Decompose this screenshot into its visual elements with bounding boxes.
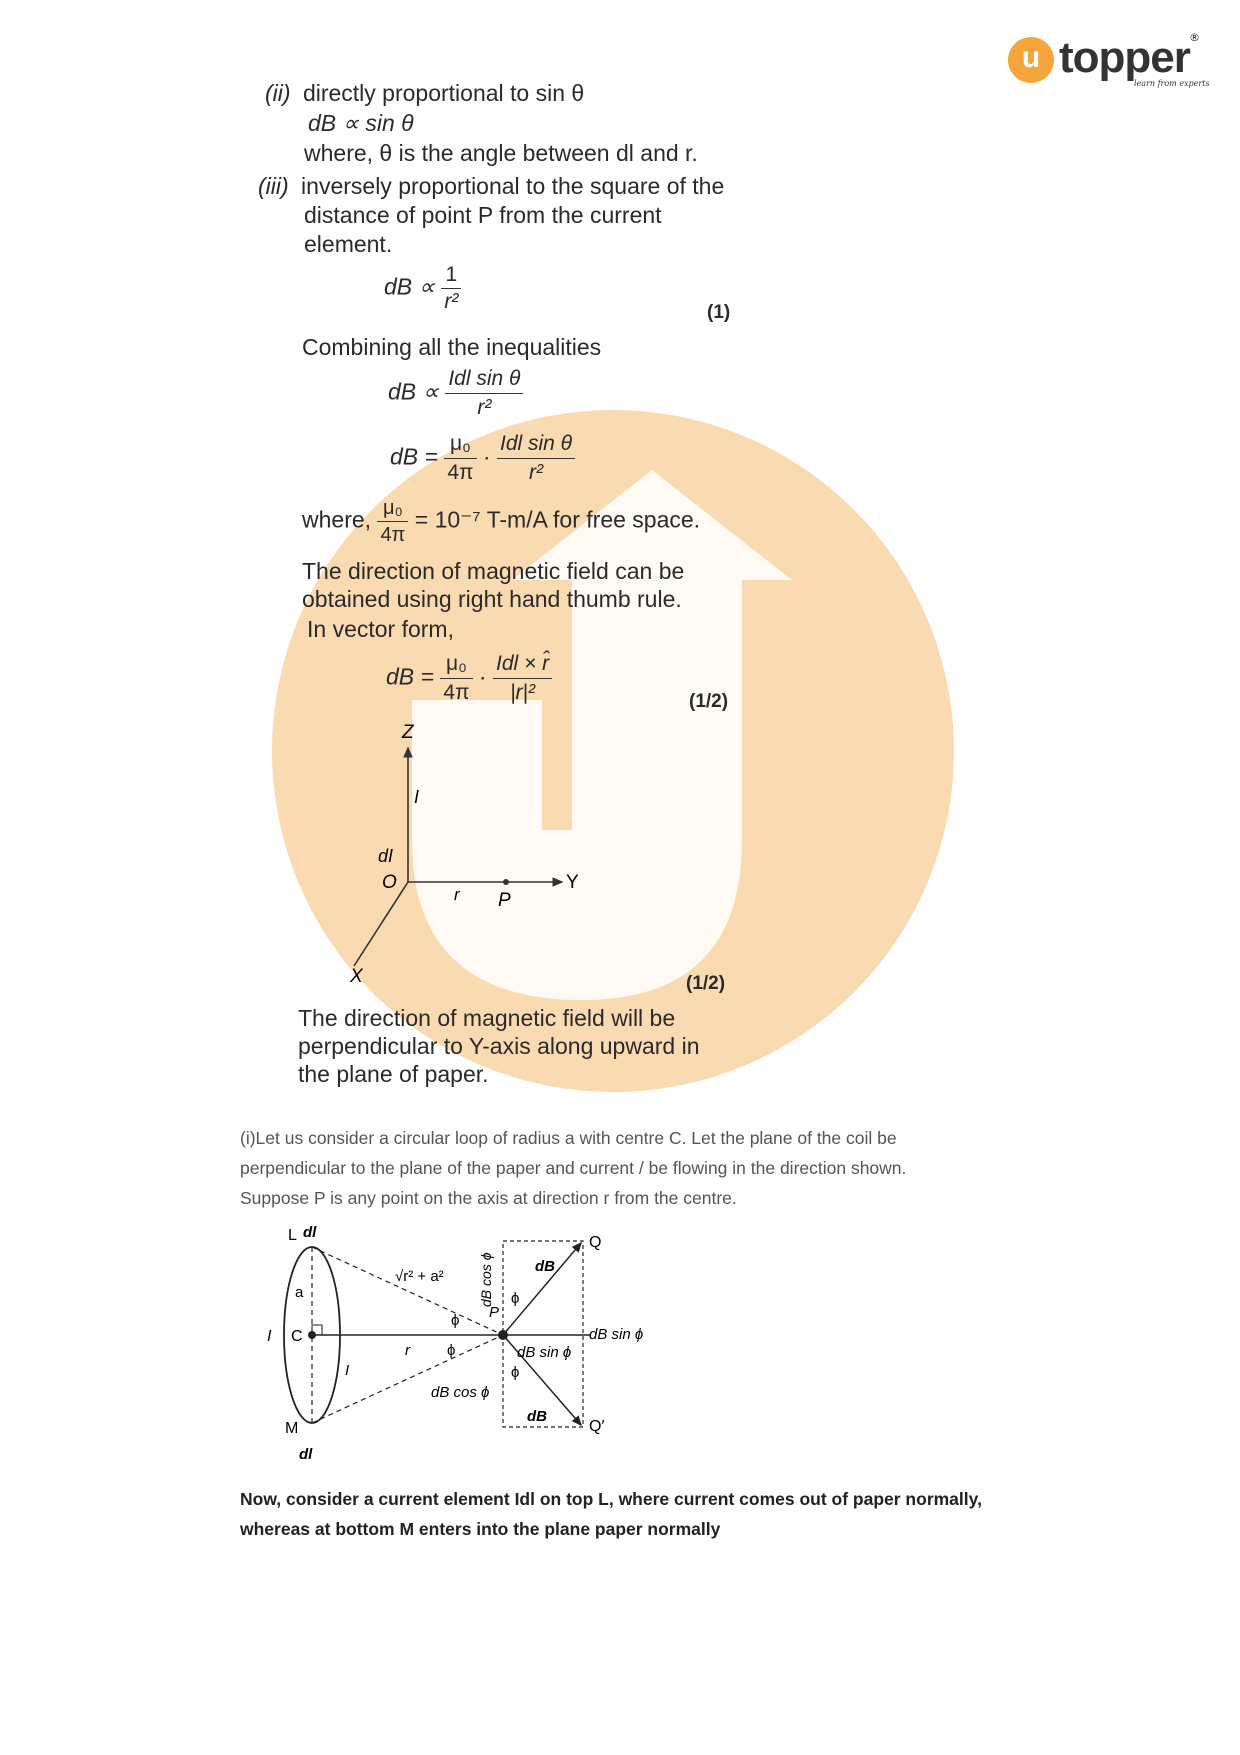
label-sqrt: √r² + a² bbox=[395, 1268, 444, 1285]
where-4pi: 4π bbox=[380, 524, 406, 546]
conclusion-line1: The direction of magnetic field will be bbox=[298, 1005, 676, 1031]
eq3-mu0: μ₀ bbox=[444, 430, 476, 459]
eq1-numerator: 1 bbox=[441, 262, 461, 289]
label-L: L bbox=[288, 1227, 297, 1244]
label-dl-top: dl bbox=[303, 1225, 317, 1241]
logo-badge-letter: u bbox=[1021, 41, 1041, 74]
registered-mark: ® bbox=[1189, 31, 1200, 44]
item-iii bbox=[258, 171, 724, 201]
vector-form-label: In vector form, bbox=[307, 616, 454, 642]
label-a: a bbox=[295, 1284, 304, 1301]
axes-diagram bbox=[330, 720, 600, 990]
label-dBsin-mid: dB sin ϕ bbox=[517, 1344, 572, 1361]
where-value: = 10⁻⁷ T-m/A for free space. bbox=[414, 506, 701, 533]
eq4-4pi: 4π bbox=[443, 681, 470, 704]
label-M: M bbox=[285, 1420, 299, 1437]
point-label-p: P bbox=[498, 890, 511, 911]
current-label-i: I bbox=[414, 787, 420, 807]
eq1-denominator: r² bbox=[444, 290, 459, 313]
logo-badge bbox=[1008, 37, 1054, 83]
eq3-lhs: dB = bbox=[390, 443, 438, 470]
equation-2 bbox=[388, 365, 523, 422]
label-Q: Q bbox=[589, 1234, 602, 1251]
eq4-lhs: dB = bbox=[386, 663, 434, 690]
eq2-numerator: Idl sin θ bbox=[445, 365, 523, 394]
logo-tagline: learn from experts bbox=[1134, 79, 1210, 88]
vector-dB-up bbox=[503, 1243, 581, 1335]
formula-dB-prop-sin: dB ∝ sin θ bbox=[308, 110, 414, 136]
eq3-dot: · bbox=[482, 443, 491, 470]
element-label-dl: dI bbox=[378, 846, 394, 866]
eq3-numerator: Idl sin θ bbox=[497, 430, 575, 459]
logo-text: topper bbox=[1059, 33, 1190, 82]
axis-label-y: Y bbox=[566, 872, 579, 893]
item-iii-line3: element. bbox=[304, 231, 393, 257]
label-dB-bottom: dB bbox=[527, 1408, 547, 1425]
item-iii-line1: inversely proportional to the square of the bbox=[301, 173, 725, 199]
eq4-numerator: Idl × r̂ bbox=[493, 650, 552, 679]
label-dB-top: dB bbox=[535, 1258, 555, 1275]
item-iii-number: (iii) bbox=[258, 173, 289, 199]
eq4-dot: · bbox=[478, 663, 487, 690]
loop-para-line3: Suppose P is any point on the axis at direction r from the centre. bbox=[240, 1188, 737, 1208]
direction-line1: The direction of magnetic field can be bbox=[302, 558, 685, 584]
topper-logo bbox=[1003, 31, 1213, 93]
label-r: r bbox=[405, 1342, 410, 1359]
loop-para-line2: perpendicular to the plane of the paper and current / be flowing in the direction shown. bbox=[240, 1158, 907, 1178]
label-dBcos-low: dB cos ϕ bbox=[431, 1384, 490, 1401]
equation-4 bbox=[386, 650, 552, 707]
equation-3 bbox=[390, 430, 575, 487]
conclusion-line2: perpendicular to Y-axis along upward in bbox=[298, 1033, 700, 1059]
point-p-dot bbox=[498, 1330, 508, 1340]
label-I-mid: I bbox=[345, 1362, 350, 1379]
mark-1: (1) bbox=[707, 302, 731, 323]
item-ii-text: directly proportional to sin θ bbox=[302, 80, 585, 106]
label-dBsin-right: dB sin ϕ bbox=[589, 1326, 644, 1343]
point-p bbox=[503, 879, 509, 885]
label-phi-4: ϕ bbox=[511, 1364, 520, 1381]
label-Q-prime: Q′ bbox=[589, 1418, 605, 1435]
eq4-denominator: |r|² bbox=[510, 681, 535, 704]
label-dBcos-vertical: dB cos ϕ bbox=[478, 1252, 494, 1307]
origin-label-o: O bbox=[382, 872, 397, 893]
combining-text: Combining all the inequalities bbox=[302, 334, 602, 360]
mark-half-2: (1/2) bbox=[686, 973, 726, 994]
equation-1 bbox=[384, 262, 461, 315]
label-I-left: I bbox=[267, 1328, 272, 1345]
axis-label-x: X bbox=[350, 966, 363, 987]
direction-line2: obtained using right hand thumb rule. bbox=[302, 586, 682, 612]
mark-half-1: (1/2) bbox=[689, 691, 729, 712]
final-para-line1: Now, consider a current element Idl on top L, where current comes out of paper normally, bbox=[240, 1489, 982, 1509]
item-ii-number: (ii) bbox=[265, 80, 291, 106]
loop-para-line1: (i)Let us consider a circular loop of radius a with centre C. Let the plane of the coil be bbox=[240, 1128, 897, 1148]
label-dl-bottom: dl bbox=[299, 1446, 313, 1463]
angle-definition: where, θ is the angle between dl and r. bbox=[304, 140, 698, 166]
label-phi-2: ϕ bbox=[447, 1342, 456, 1359]
eq3-4pi: 4π bbox=[447, 461, 474, 484]
item-iii-line2: distance of point P from the current bbox=[304, 202, 662, 228]
line-l-to-p bbox=[312, 1247, 503, 1335]
where-label: where, bbox=[302, 506, 372, 533]
final-para-line2: whereas at bottom M enters into the plane paper normally bbox=[240, 1519, 721, 1539]
circular-loop-diagram bbox=[255, 1225, 675, 1465]
label-phi-3: ϕ bbox=[511, 1290, 520, 1307]
x-axis bbox=[354, 882, 408, 966]
label-C: C bbox=[291, 1328, 303, 1345]
eq2-lhs: dB ∝ bbox=[388, 378, 439, 405]
label-phi-1: ϕ bbox=[451, 1312, 460, 1329]
conclusion-line3: the plane of paper. bbox=[298, 1061, 489, 1087]
eq1-lhs: dB ∝ bbox=[384, 273, 435, 300]
distance-label-r: r bbox=[454, 885, 460, 904]
item-ii bbox=[265, 78, 584, 108]
eq4-mu0: μ₀ bbox=[440, 650, 472, 679]
axis-label-z: Z bbox=[402, 722, 414, 743]
eq2-denominator: r² bbox=[477, 396, 492, 419]
eq3-denominator: r² bbox=[529, 461, 544, 484]
where-line bbox=[302, 495, 700, 548]
label-P: P bbox=[489, 1304, 500, 1321]
where-mu0: μ₀ bbox=[377, 495, 408, 522]
